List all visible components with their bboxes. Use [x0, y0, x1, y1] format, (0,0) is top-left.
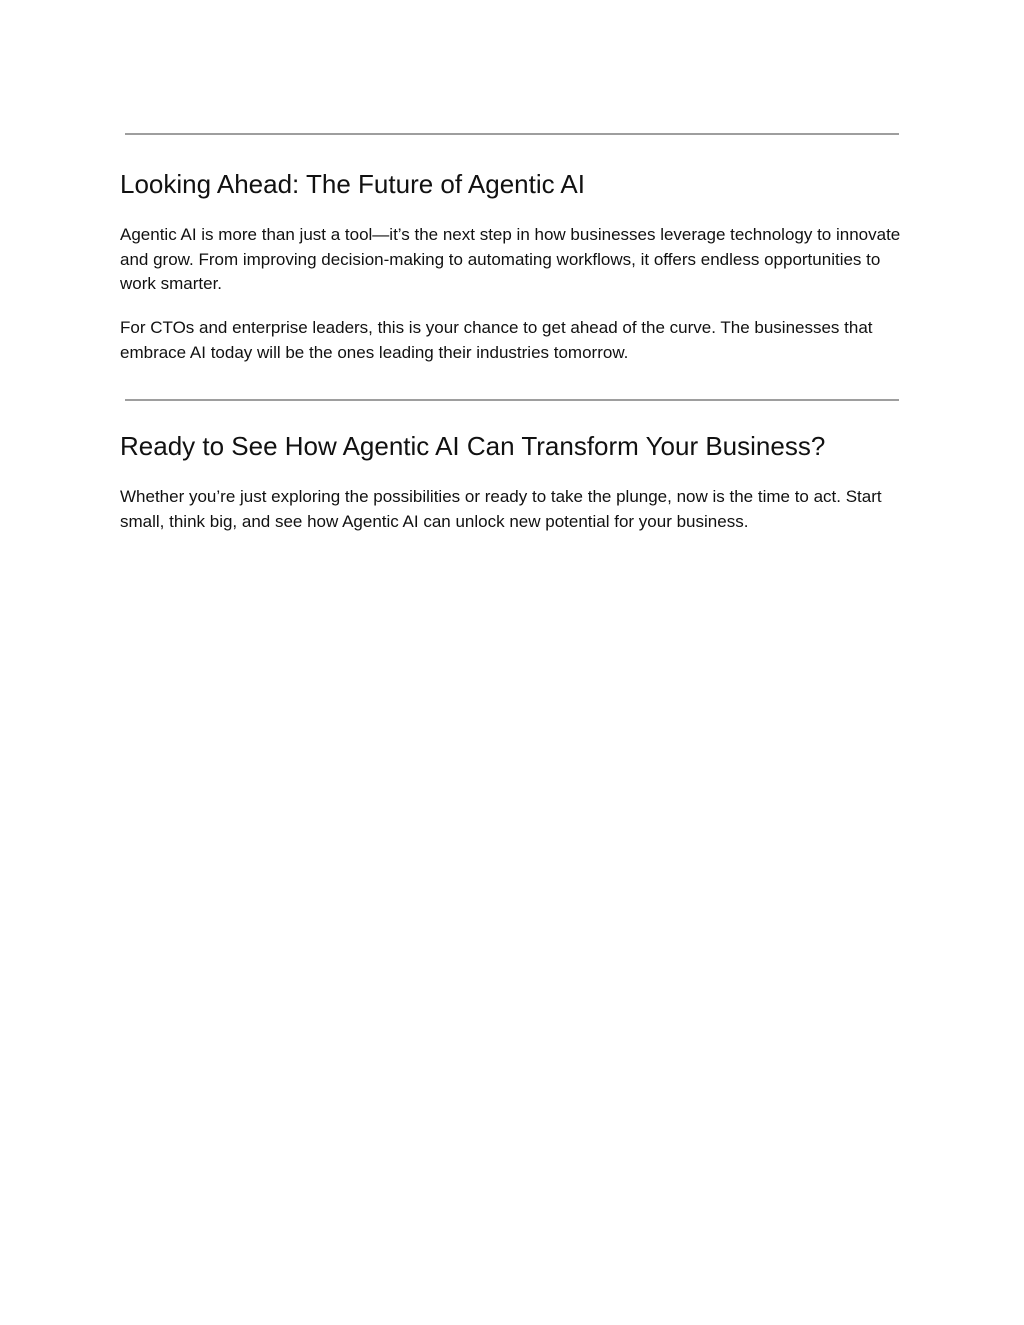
paragraph-call-to-action: Whether you’re just exploring the possibilities or ready to take the plunge, now is the time to act. Start small, think big, and see how Agentic AI can unlock new potential for your business. — [120, 487, 882, 531]
section-heading-ready-to-transform: Ready to See How Agentic AI Can Transform Your Business? — [120, 431, 826, 461]
paragraph-cto-leaders: For CTOs and enterprise leaders, this is your chance to get ahead of the curve. The businesses that embrace AI today will be the ones leading their industries tomorrow. — [120, 318, 873, 362]
section-heading-future-of-agentic-ai: Looking Ahead: The Future of Agentic AI — [120, 169, 585, 199]
paragraph-agentic-ai-overview: Agentic AI is more than just a tool—it’s the next step in how businesses leverage technology to innovate and grow. From improving decision-making to automating workflows, it offers endless opportunities to work smarter. — [120, 225, 901, 293]
horizontal-divider — [125, 133, 899, 135]
horizontal-divider — [125, 399, 899, 401]
